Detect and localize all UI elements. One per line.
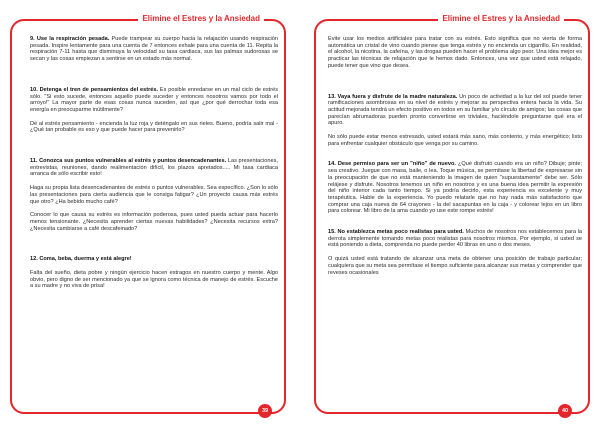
tip-body: Un poco de actividad a la luz del sol puede tener ramificaciones asombrosas en su nivel de estrés y mejorar su perspectiva entera hacia la vida. Su actitud mejorada tendrá un efecto positivo en todos en su familiar y/o círculo de amigos; las cosas que parecían abrumadoras pueden pronto convertirse en triviales, haciéndole preguntarse qué era el apuro. [328,93,582,127]
paragraph [30,270,278,290]
tip-body: ¿Qué disfrutó cuando era un niño? Dibuje; pinte; sea creativo. Juegue con masa, baile, o lea. Toque música, se permitase la libertad de expresarse sin la preocupación de que no está manteniendo la imagen de quien "supuestamente" debe ser. Sólo relájese y disfrute. Nosotros tenemos un niño en nosotros y es una buena idea permitir la expresión del niño interior cada tanto tiempo. Si ya podría decirlo, esta experiencia es excelente y muy terapéutica. Hable de la experiencia. Yo puedo relatarle que no hay nada más satisfactorio que comprar una caja nueva de 64 crayones - la del sacapuntas en la caja - y colorear lejos en un libro para colorear. Mi libro de la ama cuando yo use este rompe estrés! [328,161,582,215]
tip-body: Las presentaciones, entrevistas, reuniones, dando realimentación difícil, los plazos apretados..... Mi tasa cardiaca arranca de sólo escribir esto! [30,158,278,178]
paragraph [30,185,278,205]
tip-heading: 13. Vaya fuera y disfrute de la madre naturaleza. [328,93,458,100]
paragraph [328,134,582,147]
paragraph [328,36,582,70]
paragraph [30,121,278,134]
tip-9 [30,36,278,63]
paragraph-text: O quizá usted está tratando de alcanzar una meta de obtener una posición de trabajo particular; cualquiera que su meta sea permítase el tiempo suficiente para alcanzar sus metas y comprender que reveses ocasionales [328,256,582,276]
paragraph [328,256,582,276]
tip-heading: 11. Conozca sus puntos vulnerables al estrés y puntos desencadenantes. [30,158,227,165]
tip-14 [328,161,582,215]
paragraph-text: Conocer lo que causa su estrés es información poderosa, pues usted pueda actuar para hacerlo menos tensionante. ¿Necesita aprender ciertas nuevas habilidades? ¿Necesita recursos extra? ¿Necesita cambiarse a café descafeinado? [30,212,278,232]
paragraph-text: Falta del sueño, dieta pobre y ningún ejercicio hacen estragos en nuestro cuerpo y mente. Algo obvio, pero digno de ser mencionado ya que se ignora como técnica de manejo de estrés. Escuche a su madre y no viva de prisa! [30,270,278,290]
page-number-badge: 39 [258,404,272,418]
page-header-title: Elimine el Estres y la Ansiedad [438,12,564,26]
paragraph-text: Dé al estrés pensamiento - encienda la luz roja y deténgalo en sus rieles. Bueno, podría salir mal - ¿Qué tan probable es eso y que puede hacer para prevenirlo? [30,120,278,134]
tip-heading: 14. Dese permiso para ser un "niño" de nuevo. [328,161,456,168]
paragraph-text: Evite usar los medios artificiales para tratar con su estrés. Esto significa que no vierta de forma automática un cristal de vino cuando piense que tenga estrés y no encienda un cigarrillo. En realidad, el alcohol, la nicotina, la cafeína, y las drogas pueden hacer el problema algo peor. Una idea mejor es practicar las técnicas de relajación que le hemos dado. Entonces, una vez que usted está relajado, puede tener que vino que desea. [328,36,582,69]
tip-body: Muchos de nosotros nos establecemos para la derrota simplemente tomando metas poco realistas para nosotros mismos. Por ejemplo, si usted se está poniendo a dieta, comprenda no puede perder 40 libras en uno o dos meses. [328,229,582,249]
page-content [328,36,582,404]
tip-11 [30,158,278,178]
tip-12 [30,256,278,263]
tip-heading: 9. Use la respiración pesada. [30,36,110,42]
page-number-badge: 40 [558,404,572,418]
page-content [30,36,278,404]
right-page [310,6,594,420]
tip-body: Puede trampear su cuerpo hacia la relajación usando respiración pesada. Inspire lentamente para una cuenta de 7 entonces exhale para una cuenta de 11. Repita la respiración 7-11 hasta que disminuya la velocidad su tasa cardiaca, sus las palmas sudorosas se secan y las cosas empiezan a sentirse en un estado más normal. [30,36,278,63]
page-header-title: Elimine el Estres y la Ansiedad [138,12,264,26]
paragraph-text: Haga su propia lista desencadenantes de estrés o puntos vulnerables. Sea específico. ¿Son lo sólo las presentaciones para cierta audiencia que le consiga fatigar? ¿Un proyecto causa más estrés que otro? ¿Ha bebido mucho café? [30,185,278,205]
tip-heading: 15. No establezca metas poco realistas para usted. [328,229,464,236]
tip-10 [30,87,278,114]
tip-heading: 10. Detenga el tren de pensamientos del estrés. [30,86,159,93]
paragraph-text: No sólo puede estar menos estresado, usted estará más sano, más contento, y más energético; listo para enfrentar cualquier obstáculo que venga por su camino. [328,134,582,147]
tip-heading: 12. Coma, beba, duerma y está alegre! [30,256,132,263]
paragraph [30,212,278,232]
tip-15 [328,229,582,249]
tip-body: Es posible enredarse en un mal ciclo de estrés sólo. "Si esto sucede, entonces aquello puede suceder y entonces nosotros vamos por todo el arroyo!" La mayor parte de esas cosas nunca suceden, así que ¿por qué derrochar toda esa energía en preocuparme inútilmente? [30,86,278,113]
tip-13 [328,94,582,128]
left-page [6,6,290,420]
